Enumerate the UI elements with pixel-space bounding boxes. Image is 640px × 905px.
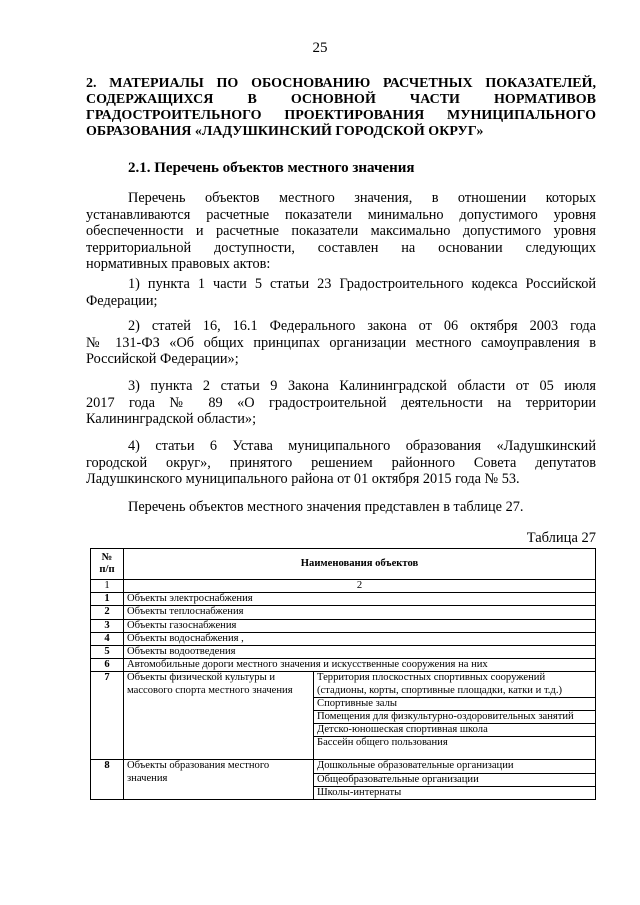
- row-number: 7: [91, 672, 124, 760]
- row-name: Объекты теплоснабжения: [124, 606, 596, 619]
- act-line: 2) статей 16, 16.1 Федерального закона от 06 октября 2003 года: [128, 318, 596, 334]
- row-number: 6: [91, 659, 124, 672]
- row-number: 2: [91, 606, 124, 619]
- group-item: Спортивные залы: [314, 697, 596, 710]
- act-line: Федерации;: [86, 292, 158, 309]
- table-row: [91, 659, 596, 672]
- intro-line: территориальной доступности, составлен на основании следующих: [86, 239, 596, 256]
- row-name: Автомобильные дороги местного значения и искусственные сооружения на них: [124, 659, 596, 672]
- row-number: 4: [91, 632, 124, 645]
- row-number: 8: [91, 760, 124, 800]
- heading-line: 2. МАТЕРИАЛЫ ПО ОБОСНОВАНИЮ РАСЧЕТНЫХ ПОКАЗАТЕЛЕЙ,: [86, 76, 596, 91]
- table-row: [91, 593, 596, 606]
- group-name: Объекты физической культуры и массового спорта местного значения: [124, 672, 314, 760]
- group-name: Объекты образования местного значения: [124, 760, 314, 800]
- group-item: Бассейн общего пользования: [314, 737, 596, 760]
- subsection-heading: 2.1. Перечень объектов местного значения: [128, 160, 415, 176]
- act-item-3: [86, 378, 596, 428]
- table-row-group-8: [91, 760, 596, 773]
- section-heading: [86, 76, 596, 140]
- act-item-1: [86, 276, 596, 309]
- group-item: Помещения для физкультурно-оздоровительных занятий: [314, 711, 596, 724]
- closing-paragraph: [86, 499, 596, 516]
- group-item: Дошкольные образовательные организации: [314, 760, 596, 773]
- table-row: [91, 619, 596, 632]
- act-line: № 131-ФЗ «Об общих принципах организации местного самоуправления в: [86, 334, 596, 351]
- intro-line: Перечень объектов местного значения, в отношении которых: [128, 190, 596, 206]
- header-num-line: п/п: [99, 564, 115, 575]
- row-name: Объекты водоотведения: [124, 646, 596, 659]
- act-line: 4) статьи 6 Устава муниципального образования «Ладушкинский: [128, 438, 596, 454]
- heading-line: ОБРАЗОВАНИЯ «ЛАДУШКИНСКИЙ ГОРОДСКОЙ ОКРУГ»: [86, 124, 484, 139]
- table-row: [91, 606, 596, 619]
- heading-line: СОДЕРЖАЩИХСЯ В ОСНОВНОЙ ЧАСТИ НОРМАТИВОВ: [86, 92, 596, 107]
- intro-paragraph: [86, 190, 596, 273]
- closing-line: Перечень объектов местного значения представлен в таблице 27.: [128, 499, 524, 515]
- act-line: 2017 года № 89 «О градостроительной деятельности на территории: [86, 394, 596, 411]
- group-item: Общеобразовательные организации: [314, 773, 596, 786]
- row-name: Объекты водоснабжения ,: [124, 632, 596, 645]
- header-num-cell: [91, 549, 124, 580]
- row-name: Объекты электроснабжения: [124, 593, 596, 606]
- intro-line: нормативных правовых актов:: [86, 256, 271, 272]
- header-num-line: №: [101, 551, 113, 563]
- objects-table: [90, 548, 596, 800]
- act-line: Российской Федерации»;: [86, 351, 239, 367]
- header-name-cell: Наименования объектов: [124, 549, 596, 580]
- group-item: Школы-интернаты: [314, 786, 596, 799]
- column-number-row: [91, 580, 596, 593]
- table-header-row: [91, 549, 596, 580]
- heading-line: ГРАДОСТРОИТЕЛЬНОГО ПРОЕКТИРОВАНИЯ МУНИЦИПАЛЬНОГО: [86, 108, 596, 123]
- group-item: Территория плоскостных спортивных сооружений (стадионы, корты, спортивные площадки, катки и т.д.): [314, 672, 596, 697]
- table-caption: Таблица 27: [526, 530, 596, 546]
- column-number: 1: [91, 580, 124, 593]
- table-row: [91, 632, 596, 645]
- row-number: 5: [91, 646, 124, 659]
- act-item-2: [86, 318, 596, 368]
- intro-line: обеспеченности и расчетные показатели максимально допустимого уровня: [86, 223, 596, 239]
- act-line: Калининградской области»;: [86, 411, 257, 427]
- act-item-4: [86, 438, 596, 488]
- intro-line: устанавливаются расчетные показатели минимально допустимого уровня: [86, 206, 596, 223]
- act-line: 1) пункта 1 части 5 статьи 23 Градостроительного кодекса Российской: [128, 276, 596, 292]
- column-number: 2: [124, 580, 596, 593]
- row-number: 3: [91, 619, 124, 632]
- table-row-group-7: [91, 672, 596, 697]
- group-item: Детско-юношеская спортивная школа: [314, 724, 596, 737]
- act-line: Ладушкинского муниципального района от 01 октября 2015 года № 53.: [86, 471, 520, 487]
- row-number: 1: [91, 593, 124, 606]
- page-number: 25: [312, 40, 328, 56]
- row-name: Объекты газоснабжения: [124, 619, 596, 632]
- act-line: городской округ», принятого решением районного Совета депутатов: [86, 454, 596, 471]
- act-line: 3) пункта 2 статьи 9 Закона Калининградской области от 05 июля: [128, 378, 596, 394]
- table-row: [91, 646, 596, 659]
